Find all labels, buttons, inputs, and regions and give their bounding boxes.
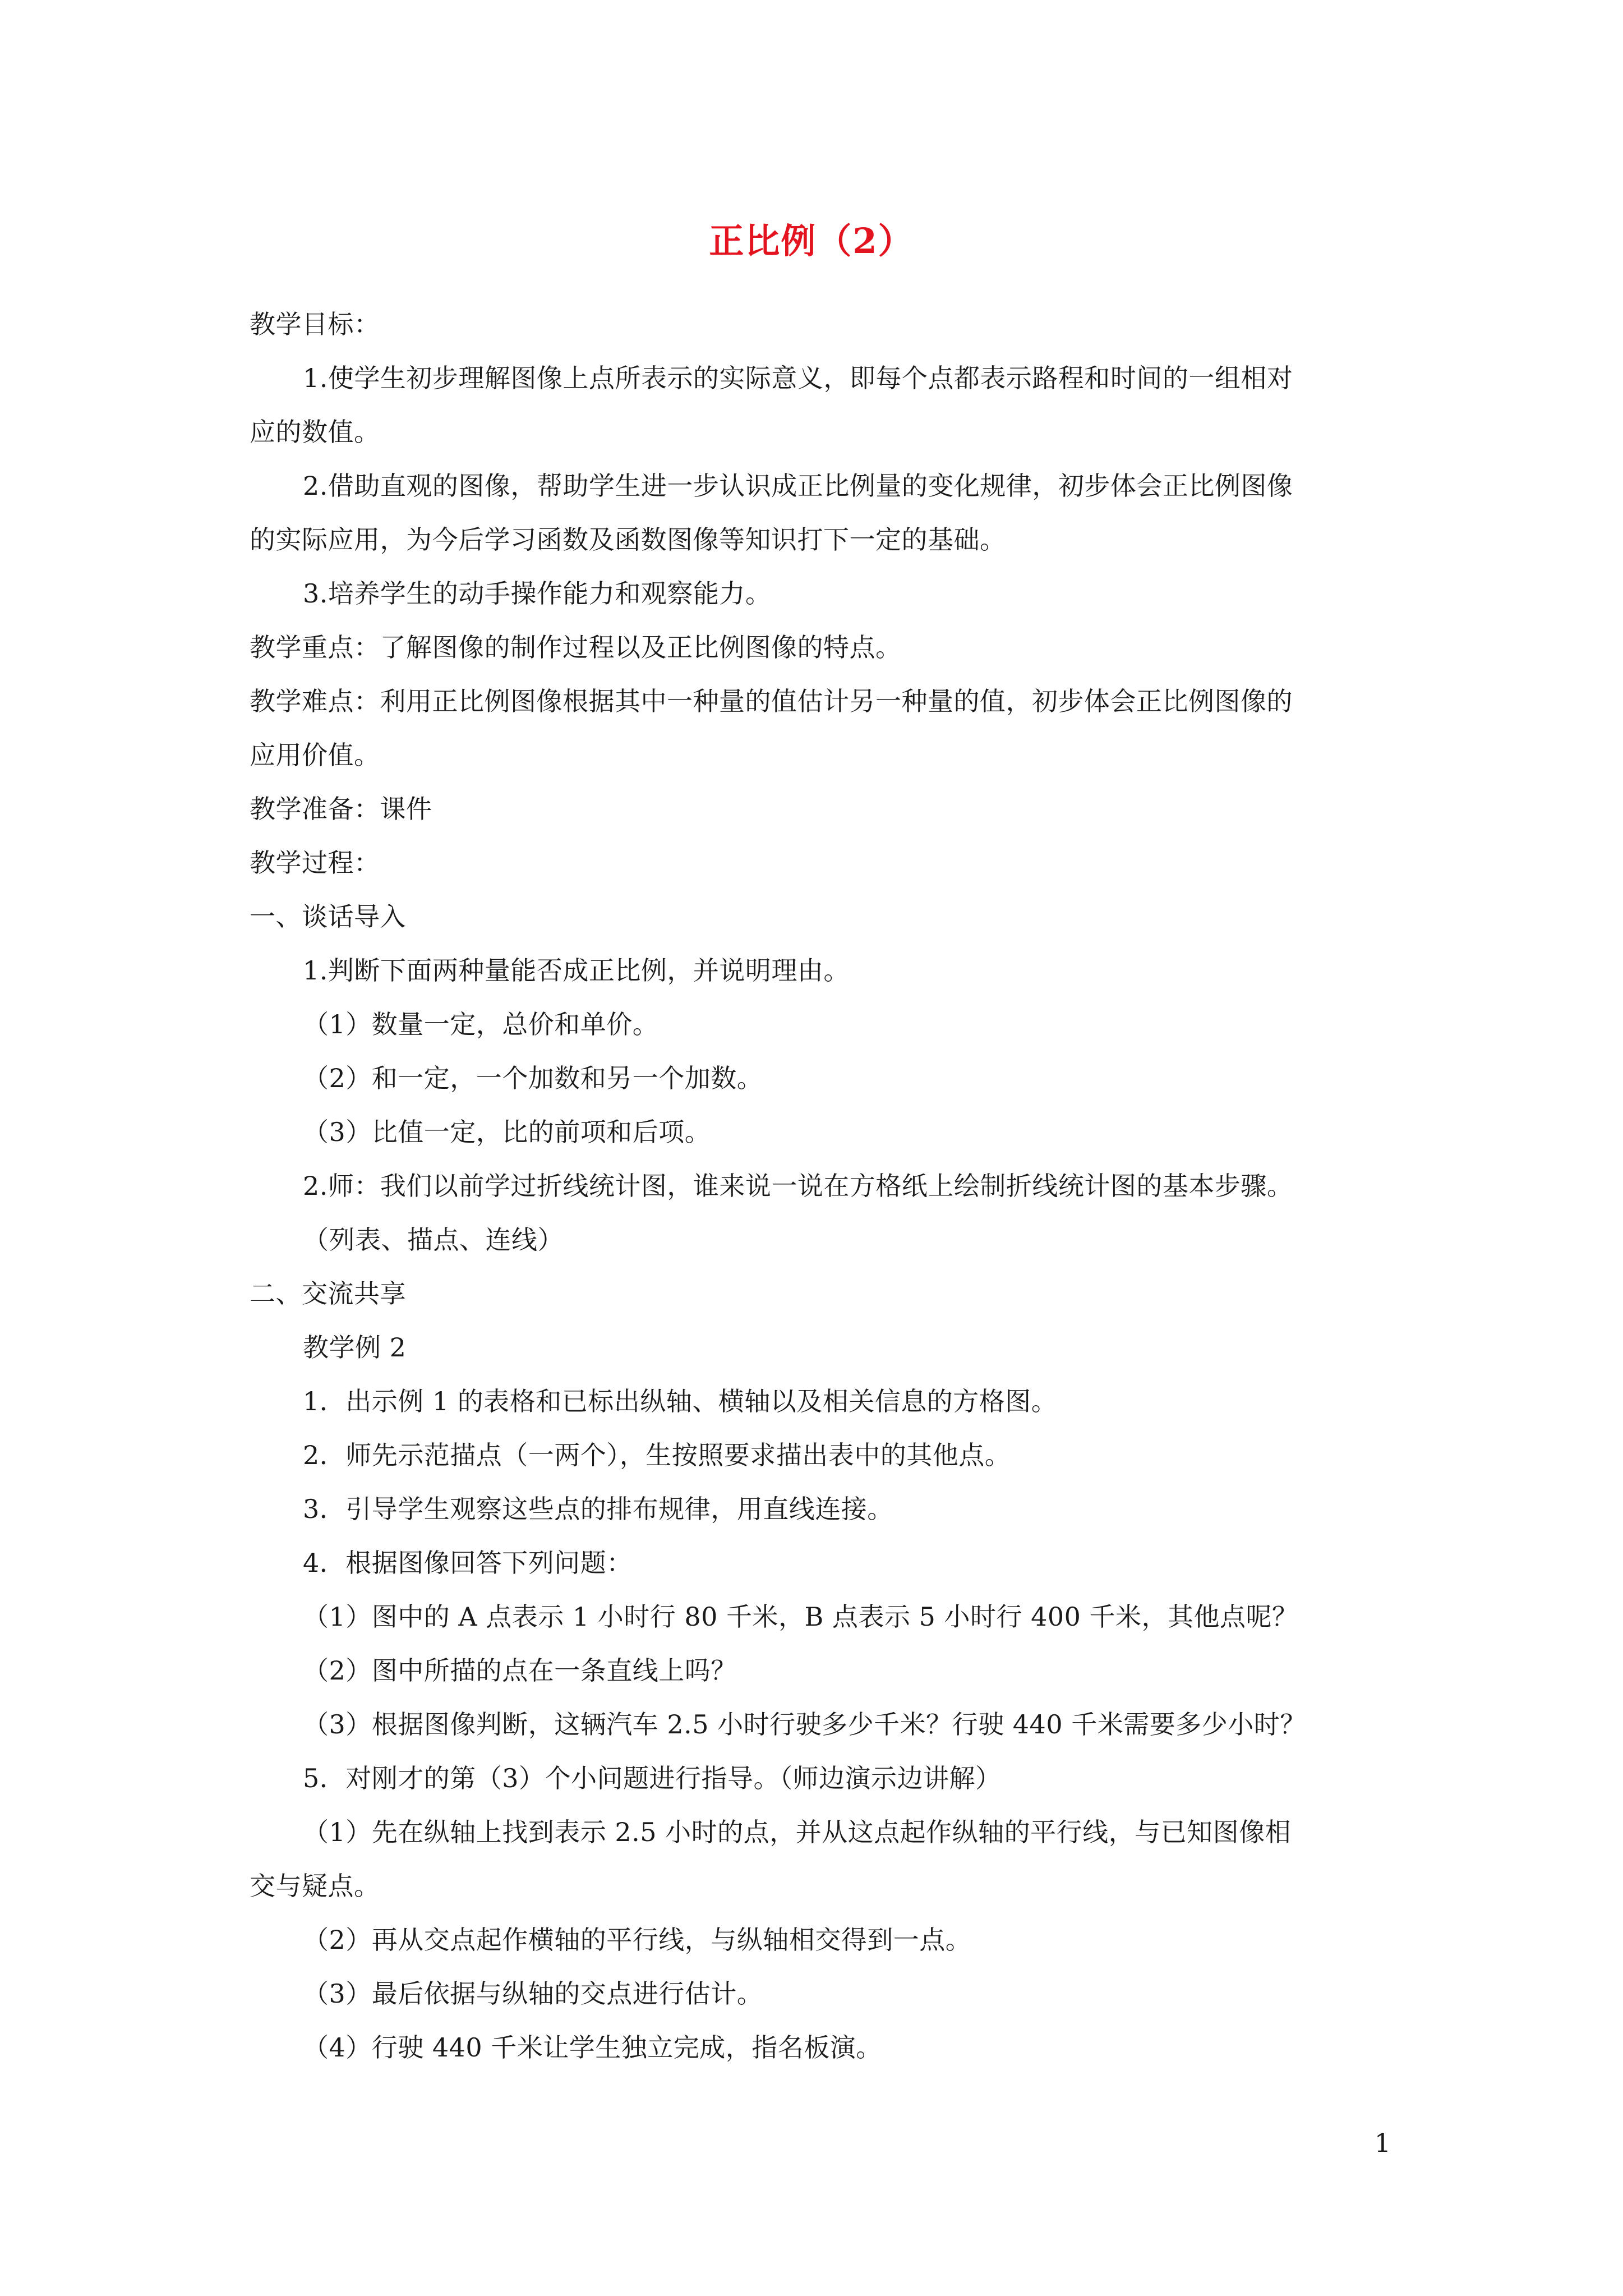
- step-4-question-2: （2）图中所描的点在一条直线上吗？: [303, 1655, 737, 1686]
- step-5-item-4: （4）行驶 440 千米让学生独立完成，指名板演。: [303, 2032, 882, 2063]
- step-5-item-3: （3）最后依据与纵轴的交点进行估计。: [303, 1978, 763, 2009]
- step-4-question-1: （1）图中的 A 点表示 1 小时行 80 千米，B 点表示 5 小时行 400 千米，其他点呢？: [303, 1602, 1298, 1632]
- objective-2-line-2: 的实际应用，为今后学习函数及函数图像等知识打下一定的基础。: [250, 524, 1006, 555]
- part-1-subitem-2: （2）和一定，一个加数和另一个加数。: [303, 1063, 763, 1093]
- example-step-4: 4．根据图像回答下列问题：: [303, 1548, 633, 1578]
- objective-3: 3.培养学生的动手操作能力和观察能力。: [303, 578, 772, 609]
- document-title: 正比例（2）: [709, 220, 914, 261]
- objective-1-line-1: 1.使学生初步理解图像上点所表示的实际意义，即每个点都表示路程和时间的一组相对: [303, 363, 1293, 393]
- document-body: [250, 297, 1388, 2074]
- part-1-item-2: 2.师：我们以前学过折线统计图，谁来说一说在方格纸上绘制折线统计图的基本步骤。: [303, 1171, 1293, 1201]
- objective-1-line-2: 应的数值。: [250, 417, 380, 447]
- example-step-5: 5．对刚才的第（3）个小问题进行指导。（师边演示边讲解）: [303, 1763, 1002, 1793]
- section-heading-objectives: 教学目标：: [250, 309, 380, 339]
- part-1-heading: 一、谈话导入: [250, 901, 406, 932]
- step-5-item-2: （2）再从交点起作横轴的平行线，与纵轴相交得到一点。: [303, 1925, 972, 1955]
- step-5-item-1-line-2: 交与疑点。: [250, 1871, 380, 1901]
- example-step-2: 2．师先示范描点（一两个），生按照要求描出表中的其他点。: [303, 1440, 1011, 1470]
- example-step-1: 1．出示例 1 的表格和已标出纵轴、横轴以及相关信息的方格图。: [303, 1386, 1058, 1416]
- page-number: 1: [1374, 2128, 1391, 2158]
- objective-2-line-1: 2.借助直观的图像，帮助学生进一步认识成正比例量的变化规律，初步体会正比例图像: [303, 471, 1293, 501]
- difficulties-line-1: 教学难点：利用正比例图像根据其中一种量的值估计另一种量的值，初步体会正比例图像的: [250, 686, 1293, 716]
- part-1-subitem-3: （3）比值一定，比的前项和后项。: [303, 1117, 711, 1147]
- part-1-item-1: 1.判断下面两种量能否成正比例，并说明理由。: [303, 955, 850, 986]
- part-1-subitem-1: （1）数量一定，总价和单价。: [303, 1009, 659, 1039]
- section-heading-process: 教学过程：: [250, 848, 380, 878]
- step-4-question-3: （3）根据图像判断，这辆汽车 2.5 小时行驶多少千米？行驶 440 千米需要多少小时？: [303, 1709, 1306, 1740]
- part-1-item-2-note: （列表、描点、连线）: [303, 1225, 564, 1255]
- example-2-heading: 教学例 2: [303, 1332, 407, 1363]
- difficulties-line-2: 应用价值。: [250, 740, 380, 770]
- key-points: 教学重点：了解图像的制作过程以及正比例图像的特点。: [250, 632, 902, 662]
- part-2-heading: 二、交流共享: [250, 1278, 406, 1309]
- step-5-item-1-line-1: （1）先在纵轴上找到表示 2.5 小时的点，并从这点起作纵轴的平行线，与已知图像相: [303, 1817, 1292, 1847]
- preparation: 教学准备：课件: [250, 794, 432, 824]
- example-step-3: 3．引导学生观察这些点的排布规律，用直线连接。: [303, 1494, 893, 1524]
